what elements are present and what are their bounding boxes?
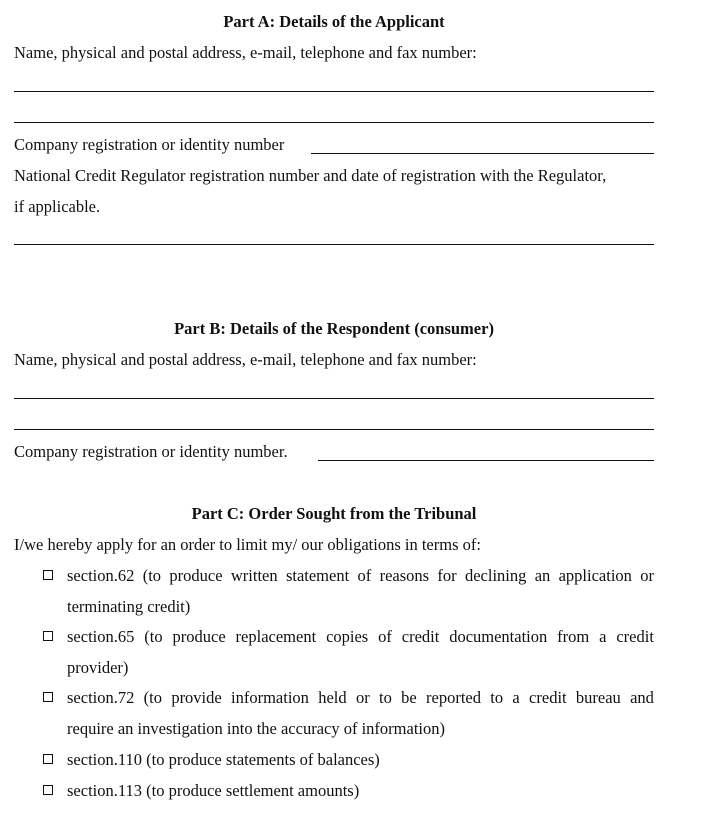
- part-b-company-field[interactable]: [318, 460, 654, 461]
- word: a: [599, 627, 607, 646]
- part-b-name-line-2[interactable]: [14, 429, 654, 430]
- part-b-heading: Part B: Details of the Respondent (consumer): [174, 319, 494, 338]
- word: credit: [529, 688, 567, 707]
- part-a-ncr-label-line2: if applicable.: [14, 197, 101, 216]
- word: documentation: [449, 627, 548, 646]
- section-113-line1: section.113 (to produce settlement amounts): [67, 781, 360, 800]
- part-b-name-label: Name, physical and postal address, e-mail, telephone and fax number:: [14, 350, 477, 369]
- word: copies: [326, 627, 369, 646]
- word: and: [630, 688, 654, 707]
- word: information: [231, 688, 309, 707]
- word: produce: [169, 566, 223, 585]
- checkbox-section-72[interactable]: [43, 692, 53, 702]
- part-a-ncr-label-line1: National Credit Regulator registration number and date of registration with the Regulator,: [14, 166, 607, 185]
- part-b-name-line-1[interactable]: [14, 398, 654, 399]
- word: an: [534, 566, 551, 585]
- word: (to: [142, 566, 162, 585]
- word: reported: [426, 688, 481, 707]
- word: (to: [143, 688, 163, 707]
- word: section.62: [67, 566, 135, 585]
- word: of: [378, 627, 392, 646]
- checkbox-section-65[interactable]: [43, 631, 53, 641]
- word: credit: [616, 627, 654, 646]
- word: statement: [285, 566, 350, 585]
- part-a-company-field[interactable]: [311, 153, 654, 154]
- word: held: [318, 688, 347, 707]
- checkbox-section-110[interactable]: [43, 754, 53, 764]
- section-110-line1: section.110 (to produce statements of balances): [67, 750, 380, 769]
- word: to: [378, 688, 392, 707]
- word: or: [355, 688, 370, 707]
- section-62-line2: terminating credit): [67, 597, 191, 616]
- part-c-intro: I/we hereby apply for an order to limit my/ our obligations in terms of:: [14, 535, 481, 554]
- word: a: [512, 688, 520, 707]
- part-a-name-label: Name, physical and postal address, e-mail, telephone and fax number:: [14, 43, 477, 62]
- part-c-heading: Part C: Order Sought from the Tribunal: [191, 504, 477, 523]
- word: application: [558, 566, 632, 585]
- part-a-heading: Part A: Details of the Applicant: [223, 12, 445, 31]
- checkbox-section-113[interactable]: [43, 785, 53, 795]
- word: section.65: [67, 627, 135, 646]
- part-a-name-line-2[interactable]: [14, 122, 654, 123]
- word: to: [490, 688, 504, 707]
- word: reasons: [379, 566, 430, 585]
- word: of: [357, 566, 372, 585]
- word: from: [557, 627, 590, 646]
- word: written: [230, 566, 278, 585]
- section-65-line2: provider): [67, 658, 129, 677]
- word: (to: [144, 627, 163, 646]
- word: bureau: [575, 688, 621, 707]
- word: declining: [464, 566, 527, 585]
- checkbox-section-62[interactable]: [43, 570, 53, 580]
- part-a-name-line-1[interactable]: [14, 91, 654, 92]
- part-b-company-label: Company registration or identity number.: [14, 442, 288, 461]
- part-a-company-label: Company registration or identity number: [14, 135, 285, 154]
- word: provide: [171, 688, 222, 707]
- word: or: [640, 566, 654, 585]
- word: produce: [172, 627, 226, 646]
- section-62-line1: [67, 566, 654, 586]
- word: be: [401, 688, 417, 707]
- word: section.72: [67, 688, 135, 707]
- word: credit: [401, 627, 440, 646]
- word: replacement: [235, 627, 317, 646]
- word: for: [437, 566, 457, 585]
- section-72-line2: require an investigation into the accuracy of information): [67, 719, 445, 738]
- section-72-line1: [67, 688, 654, 708]
- section-65-line1: [67, 627, 654, 647]
- part-a-ncr-line[interactable]: [14, 244, 654, 245]
